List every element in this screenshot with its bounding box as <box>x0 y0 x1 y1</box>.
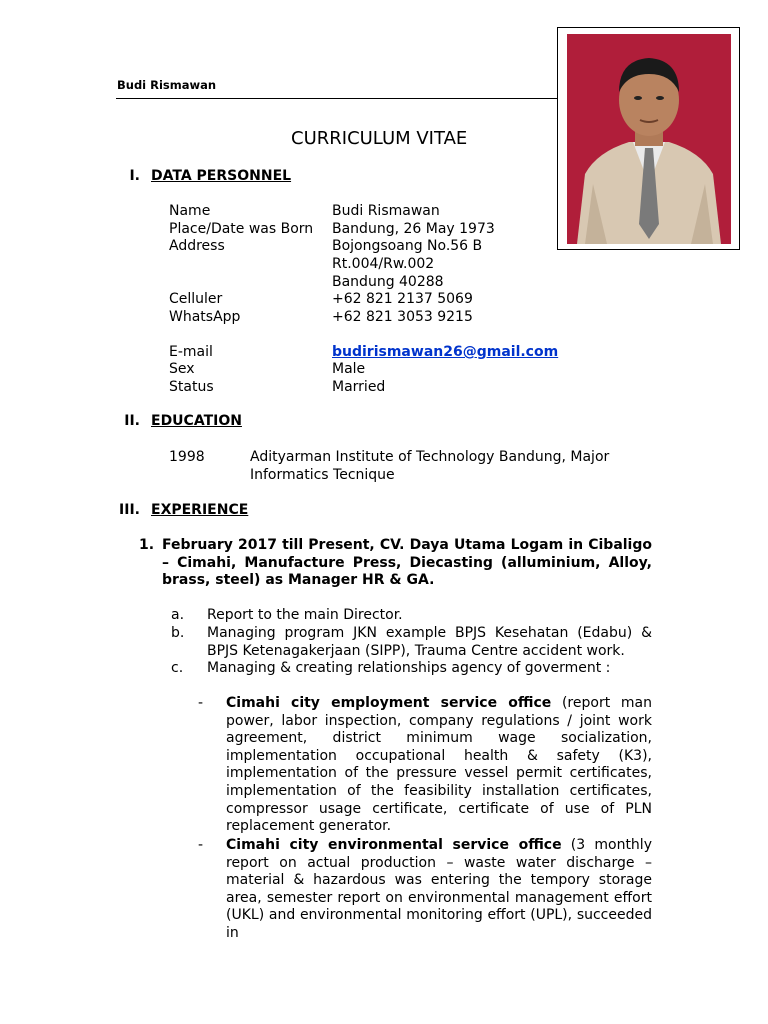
profile-photo-frame <box>557 27 740 250</box>
profile-photo <box>567 34 731 244</box>
sub-item-1-title: Cimahi city employment service office <box>226 695 552 711</box>
sub-item-2 <box>226 837 652 943</box>
born-label: Place/Date was Born <box>169 220 314 237</box>
duty-b-marker: b. <box>171 625 185 641</box>
sub-item-2-text: (3 monthly report on actual production – waste water discharge – material & hazardous was entering the tempory storage area, semester report on environmental management effort (UKL) and environmental monitoring effort (UPL), succeeded in <box>226 837 652 941</box>
sub-item-1-text: (report man power, labor inspection, company regulations / joint work agreement, district minimum wage socialization, implementation occupational health & safety (K3), implementation of the pressure vessel permit certificates, implementation of the feasibility installation certificates, compressor usage certificate, certificate of use of PLN replacement generator. <box>226 695 653 835</box>
address-line-3: Bandung 40288 <box>332 273 444 290</box>
education-line-2: Informatics Tecnique <box>250 467 395 483</box>
experience-item-number: 1. <box>139 537 155 553</box>
header-divider <box>116 98 558 99</box>
sex-value: Male <box>332 361 366 377</box>
header-name: Budi Rismawan <box>117 78 217 92</box>
sub-item-2-title: Cimahi city environmental service office <box>226 837 562 853</box>
sub-item-1-dash: - <box>198 695 204 711</box>
duty-c-marker: c. <box>171 660 184 676</box>
section-number-experience: III. <box>119 502 140 518</box>
sex-label: Sex <box>169 361 195 377</box>
sub-item-2-dash: - <box>198 837 204 853</box>
section-number-personal: I. <box>129 168 140 184</box>
cell-label: Celluler <box>169 291 223 307</box>
duty-a-text: Report to the main Director. <box>207 607 403 623</box>
email-label: E-mail <box>169 344 213 360</box>
address-line-1: Bojongsoang No.56 B <box>332 238 483 254</box>
duty-a-marker: a. <box>171 607 185 623</box>
section-title-personal: DATA PERSONNEL <box>151 168 292 184</box>
section-number-education: II. <box>124 413 140 429</box>
name-label: Name <box>169 203 211 219</box>
education-year: 1998 <box>169 449 205 465</box>
address-label: Address <box>169 238 225 254</box>
whatsapp-value: +62 821 3053 9215 <box>332 309 473 325</box>
whatsapp-label: WhatsApp <box>169 309 241 325</box>
duty-c-text: Managing & creating relationships agency of goverment : <box>207 660 611 676</box>
sub-item-1 <box>226 695 652 836</box>
education-line-1: Adityarman Institute of Technology Bandung, Major <box>250 449 610 465</box>
section-title-education: EDUCATION <box>151 413 242 429</box>
address-line-2: Rt.004/Rw.002 <box>332 256 435 272</box>
status-label: Status <box>169 379 214 395</box>
name-value: Budi Rismawan <box>332 203 440 219</box>
section-title-experience: EXPERIENCE <box>151 502 249 518</box>
experience-item-title: February 2017 till Present, CV. Daya Utama Logam in Cibaligo – Cimahi, Manufacture Press, Diecasting (alluminium, Alloy, brass, steel) as Manager HR & GA. <box>162 537 652 589</box>
cell-value: +62 821 2137 5069 <box>332 291 473 307</box>
person-portrait-icon <box>567 34 731 244</box>
born-value: Bandung, 26 May 1973 <box>332 220 495 237</box>
status-value: Married <box>332 379 386 395</box>
document-title: CURRICULUM VITAE <box>291 128 468 149</box>
email-link[interactable]: budirismawan26@gmail.com <box>332 344 559 360</box>
duty-b-text: Managing program JKN example BPJS Kesehatan (Edabu) & BPJS Ketenagakerjaan (SIPP), Trauma Centre accident work. <box>207 625 652 659</box>
